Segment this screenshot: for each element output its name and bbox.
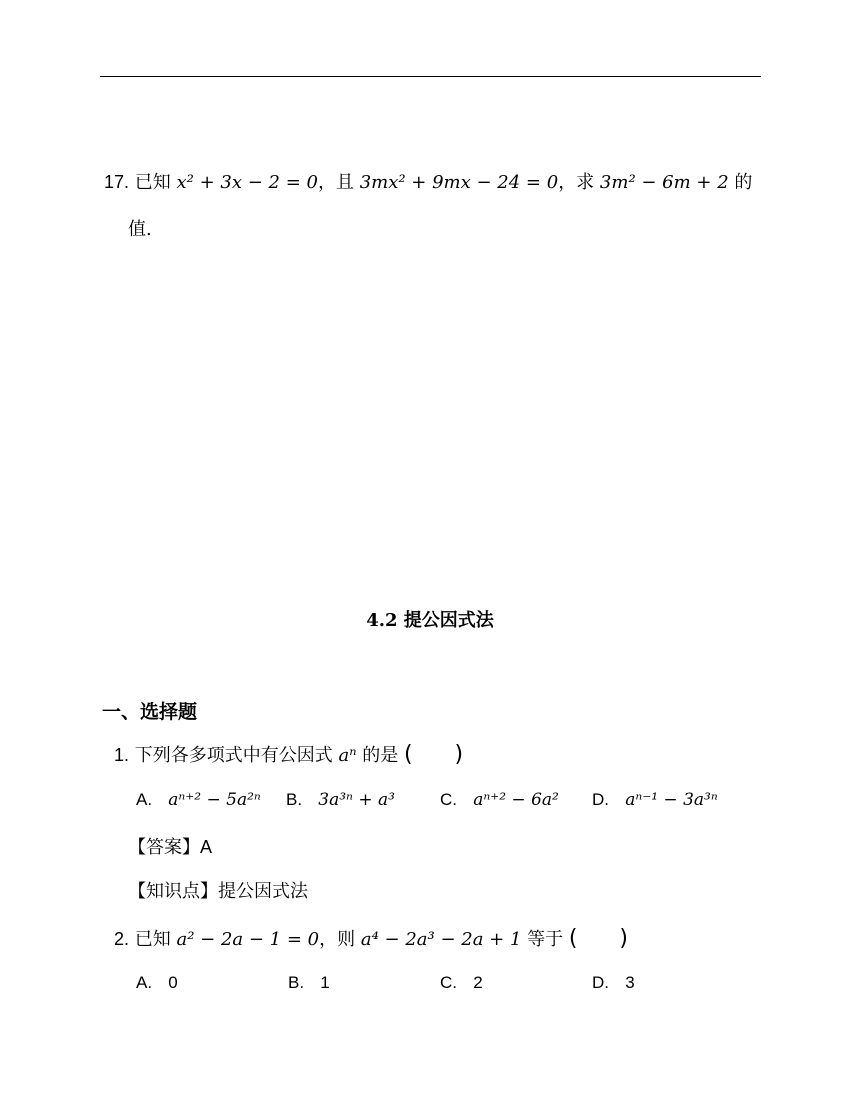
answer-blank: ( ) bbox=[403, 742, 464, 767]
equation-2: 3mx² + 9mx − 24 = 0 bbox=[359, 172, 559, 193]
option-a: A. aⁿ⁺² − 5a²ⁿ bbox=[136, 790, 261, 810]
question-number: 2. bbox=[114, 929, 130, 949]
knowledge-point-tag: 【知识点】 bbox=[128, 881, 218, 902]
option-a: A. 0 bbox=[136, 973, 178, 992]
option-d: D. 3 bbox=[592, 973, 635, 992]
option-b: B. 3a³ⁿ + a³ bbox=[286, 790, 395, 810]
answer-value: A bbox=[200, 837, 213, 857]
question-text: 的是 bbox=[362, 745, 399, 766]
question-text: 已知 bbox=[134, 929, 171, 950]
question-17-line1 bbox=[104, 170, 752, 195]
question-1-stem bbox=[114, 743, 463, 768]
question-text: ，且 bbox=[317, 172, 354, 193]
question-17-line2: 值. bbox=[128, 219, 152, 240]
knowledge-point-value: 提公因式法 bbox=[218, 881, 308, 902]
option-b: B. 1 bbox=[288, 973, 330, 992]
question-number: 1. bbox=[114, 745, 130, 765]
question-text: ，则 bbox=[319, 929, 356, 950]
section-heading: 一、选择题 bbox=[102, 701, 198, 723]
option-c: C. 2 bbox=[440, 973, 483, 992]
common-factor: aⁿ bbox=[338, 745, 357, 766]
expression: 3m² − 6m + 2 bbox=[599, 172, 729, 193]
header-rule bbox=[100, 76, 761, 77]
question-text: 的 bbox=[734, 172, 753, 193]
question-text: 等于 bbox=[527, 929, 564, 950]
expression: a⁴ − 2a³ − 2a + 1 bbox=[360, 929, 522, 950]
question-2-stem bbox=[114, 927, 628, 952]
question-number: 17. bbox=[104, 172, 130, 192]
answer-line bbox=[128, 835, 212, 860]
option-c: C. aⁿ⁺² − 6a² bbox=[440, 790, 559, 810]
section-title: 4.2 提公因式法 bbox=[366, 610, 494, 631]
condition: a² − 2a − 1 = 0 bbox=[176, 929, 320, 950]
question-text: 下列各多项式中有公因式 bbox=[134, 745, 333, 766]
question-text: ，求 bbox=[558, 172, 595, 193]
question-text: 已知 bbox=[134, 172, 171, 193]
option-d: D. aⁿ⁻¹ − 3a³ⁿ bbox=[592, 790, 718, 810]
answer-blank: ( ) bbox=[568, 926, 628, 951]
equation-1: x² + 3x − 2 = 0 bbox=[176, 172, 318, 193]
knowledge-point-line bbox=[128, 880, 308, 904]
answer-tag: 【答案】 bbox=[128, 837, 200, 858]
